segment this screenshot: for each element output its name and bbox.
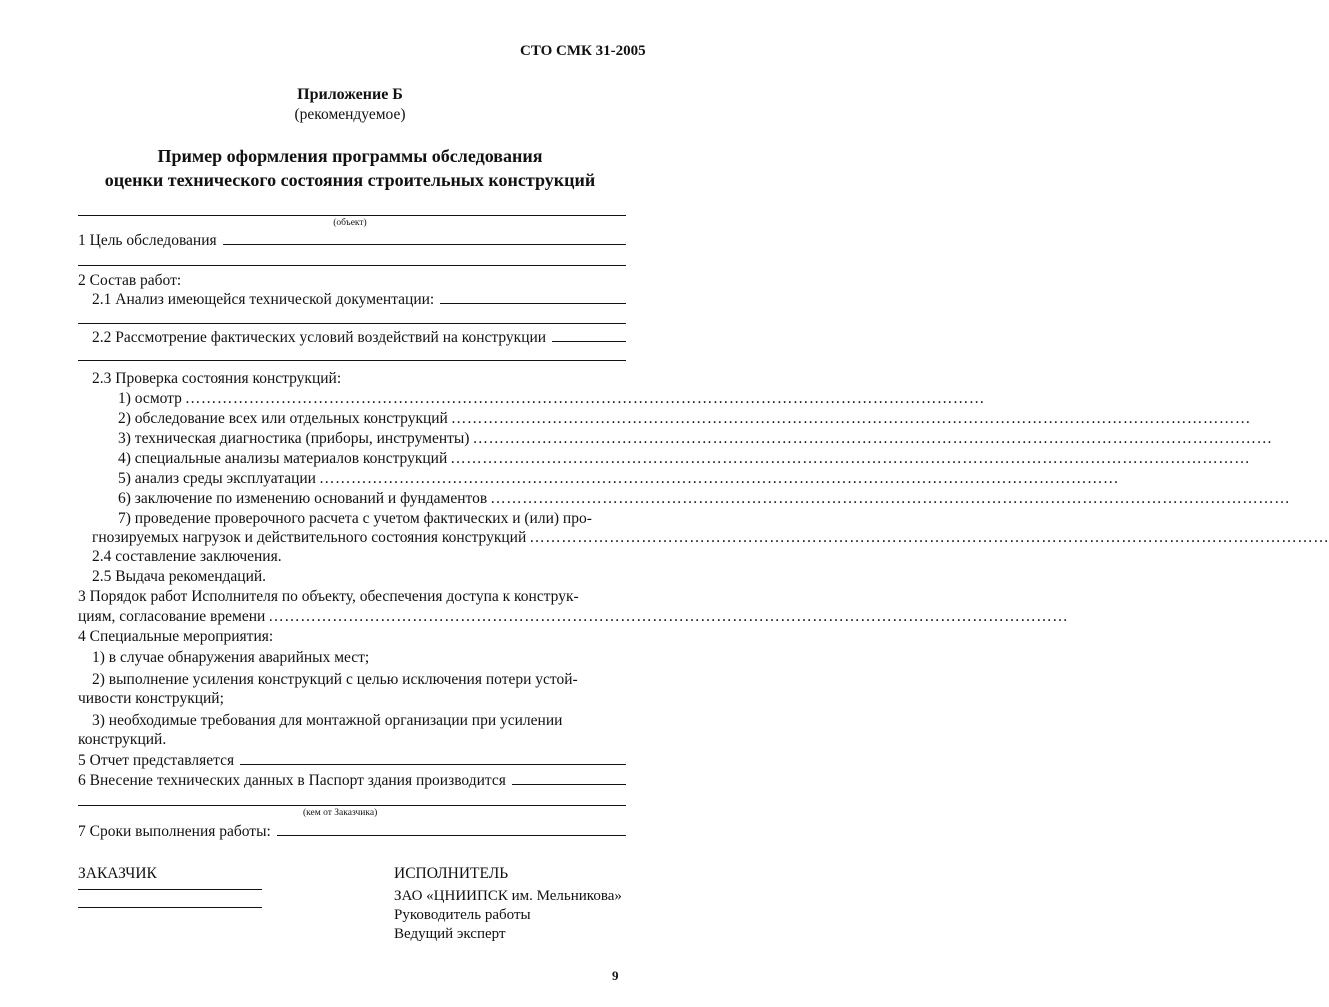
report-row [78,751,626,771]
sub-item-7-line2 [92,528,1329,548]
leader-dots: …………………………………………………………………………………………………………………………………… [184,390,985,407]
sub-item-5 [118,469,1119,489]
report-label: 5 Отчет представляется [78,752,235,769]
special-item-1: 1) в случае обнаружения аварийных мест; [92,649,370,666]
leader-dots: …………………………………………………………………………………………………………………………………… [450,410,1251,427]
goal-field [223,232,626,245]
leader-dots: …………………………………………………………………………………………………………………………………… [490,490,1291,507]
sub-item-num: 2) [118,410,131,427]
customer-signature-line-1 [78,889,262,890]
sub-item-text: техническая диагностика (приборы, инструменты) [134,430,470,447]
appendix-note: (рекомендуемое) [294,106,406,123]
recommendations-item: 2.5 Выдача рекомендаций. [92,568,267,585]
contractor-label: ИСПОЛНИТЕЛЬ [394,865,509,882]
goal-field-line2 [78,265,626,266]
sub-item-text: анализ среды эксплуатации [134,470,316,487]
special-item-3-line1: 3) необходимые требования для монтажной организации при усилении [92,712,563,729]
order-line1: 3 Порядок работ Исполнителя по объекту, обеспечения доступа к конструк- [78,588,579,605]
passport-row [78,771,626,791]
conditions-row [92,328,626,348]
customer-signature-line-2 [78,907,262,908]
docs-analysis-field [440,291,626,304]
special-item-2-line1: 2) выполнение усиления конструкций с целью исключения потери устой- [92,671,578,688]
sub-item-num: 3) [118,430,131,447]
docs-analysis-row [92,290,626,310]
deadlines-field [277,823,626,836]
main-title-line2: оценки технического состояния строительных конструкций [104,170,596,190]
object-line [78,215,626,216]
leader-dots: …………………………………………………………………………………………………………………………………… [529,529,1329,546]
composition-heading: 2 Состав работ: [78,272,182,289]
goal-row [78,231,626,251]
sub-item-text: осмотр [134,390,182,407]
sub-item-7-text: гнозируемых нагрузок и действительного состояния конструкций [92,529,527,546]
sub-item-6 [118,489,1291,509]
docs-analysis-label: 2.1 Анализ имеющейся технической документации: [92,291,435,308]
report-field [240,752,626,765]
passport-label: 6 Внесение технических данных в Паспорт здания производится [78,772,506,789]
conclusion-item: 2.4 составление заключения. [92,548,282,565]
deadlines-label: 7 Сроки выполнения работы: [78,823,271,840]
structures-check-heading: 2.3 Проверка состояния конструкций: [92,370,342,387]
sub-item-4 [118,449,1251,469]
conditions-field [552,329,626,342]
sub-item-text: обследование всех или отдельных конструкций [134,410,448,427]
conditions-field-line2 [78,360,626,361]
appendix-title: Приложение Б [297,86,403,103]
special-item-2-line2: чивости конструкций; [78,690,224,707]
passport-field-line2 [78,805,626,806]
contractor-role-1: Руководитель работы [394,907,531,923]
leader-dots: …………………………………………………………………………………………………………………………………… [472,430,1273,447]
object-caption: (объект) [333,218,367,228]
contractor-role-2: Ведущий эксперт [394,926,506,942]
main-title-line1: Пример оформления программы обследования [157,146,543,166]
special-heading: 4 Специальные мероприятия: [78,628,274,645]
sub-item-num: 4) [118,450,131,467]
sub-item-num: 6) [118,490,131,507]
sub-item-text: специальные анализы материалов конструкций [134,450,448,467]
docs-analysis-field-line2 [78,323,626,324]
sub-item-1 [118,389,985,409]
passport-caption: (кем от Заказчика) [303,808,378,818]
document-code: СТО СМК 31-2005 [520,43,646,59]
order-line2 [78,607,1069,627]
contractor-org: ЗАО «ЦНИИПСК им. Мельникова» [394,888,622,904]
order-text: циям, согласование времени [78,608,266,625]
conditions-label: 2.2 Рассмотрение фактических условий воздействий на конструкции [92,329,547,346]
sub-item-7-line1: 7) проведение проверочного расчета с учетом фактических и (или) про- [118,510,592,527]
leader-dots: …………………………………………………………………………………………………………………………………… [268,608,1069,625]
deadlines-row [78,822,626,842]
sub-item-num: 5) [118,470,131,487]
goal-label: 1 Цель обследования [78,232,217,249]
leader-dots: …………………………………………………………………………………………………………………………………… [318,470,1119,487]
customer-label: ЗАКАЗЧИК [78,865,157,882]
leader-dots: …………………………………………………………………………………………………………………………………… [450,450,1251,467]
sub-item-text: заключение по изменению оснований и фундаментов [134,490,488,507]
page-number: 9 [612,968,619,983]
sub-item-num: 1) [118,390,131,407]
special-item-3-line2: конструкций. [78,731,167,748]
sub-item-2 [118,409,1251,429]
sub-item-3 [118,429,1273,449]
passport-field [512,772,626,785]
